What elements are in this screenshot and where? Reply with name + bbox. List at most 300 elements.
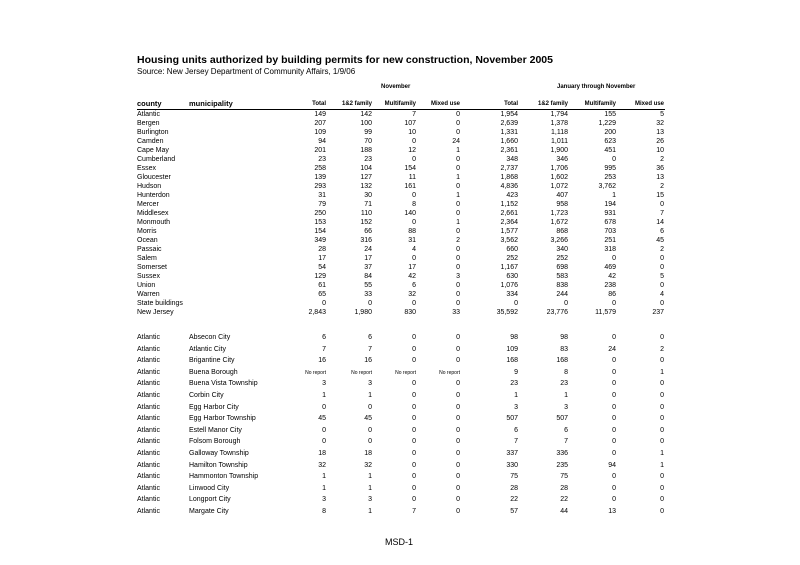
cell-multifamily: 830 [404, 309, 416, 317]
cell-multifamily: 0 [412, 496, 416, 504]
group-header-month: November [381, 84, 411, 90]
cell-county: Sussex [137, 273, 160, 281]
cell-ytd-family12: 244 [556, 291, 568, 299]
cell-ytd-family12: 23,776 [546, 309, 568, 317]
table-row [0, 182, 800, 191]
cell-total: 109 [314, 129, 326, 137]
cell-municipality: Buena Vista Township [189, 380, 258, 388]
cell-family12: 3 [368, 380, 372, 388]
cell-county: Atlantic [137, 380, 160, 388]
cell-ytd-mixed: 0 [660, 201, 664, 209]
cell-county: Middlesex [137, 210, 169, 218]
cell-mixed: 0 [456, 129, 460, 137]
report-title: Housing units authorized by building permits for new construction, November 2005 [137, 54, 553, 66]
cell-total: 31 [318, 192, 326, 200]
cell-mixed: 0 [456, 183, 460, 191]
cell-mixed: 0 [456, 291, 460, 299]
cell-county: Atlantic [137, 473, 160, 481]
cell-county: Cumberland [137, 156, 176, 164]
cell-county: Cape May [137, 147, 169, 155]
cell-ytd-family12: 1,672 [550, 219, 568, 227]
cell-ytd-family12: 1,378 [550, 120, 568, 128]
cell-ytd-family12: 8 [564, 368, 568, 376]
cell-ytd-total: 7 [514, 438, 518, 446]
cell-multifamily: 0 [412, 473, 416, 481]
cell-municipality: Absecon City [189, 334, 231, 341]
table-row [0, 119, 800, 128]
cell-total: 349 [314, 237, 326, 245]
cell-ytd-total: 2,639 [500, 120, 518, 128]
cell-ytd-multifamily: 0 [612, 334, 616, 341]
cell-family12: 0 [368, 300, 372, 308]
cell-ytd-family12: 3,266 [550, 237, 568, 245]
cell-family12: 66 [364, 228, 372, 236]
cell-ytd-total: 22 [510, 496, 518, 504]
cell-total: 65 [318, 291, 326, 299]
cell-ytd-total: 4,836 [500, 183, 518, 191]
cell-total: 79 [318, 201, 326, 209]
cell-total: 139 [314, 174, 326, 182]
cell-county: Atlantic [137, 345, 160, 353]
cell-ytd-mixed: 13 [656, 129, 664, 137]
table-row [0, 146, 800, 155]
cell-family12: 142 [360, 111, 372, 118]
cell-multifamily: 31 [408, 237, 416, 245]
cell-ytd-mixed: 0 [660, 255, 664, 263]
cell-ytd-mixed: 36 [656, 165, 664, 173]
cell-mixed: 0 [456, 264, 460, 272]
cell-ytd-total: 252 [506, 255, 518, 263]
cell-ytd-family12: 1,723 [550, 210, 568, 218]
cell-total: 23 [318, 156, 326, 164]
cell-ytd-mixed: 6 [660, 228, 664, 236]
cell-ytd-multifamily: 200 [604, 129, 616, 137]
cell-ytd-mixed: 45 [656, 237, 664, 245]
cell-family12: 17 [364, 255, 372, 263]
cell-county: Atlantic [137, 403, 160, 411]
cell-multifamily: 32 [408, 291, 416, 299]
cell-county: Warren [137, 291, 160, 299]
cell-family12: 110 [360, 210, 372, 218]
cell-multifamily: 0 [412, 334, 416, 341]
cell-ytd-family12: 22 [560, 496, 568, 504]
cell-county: Atlantic [137, 484, 160, 492]
cell-family12: 1 [368, 484, 372, 492]
cell-ytd-multifamily: 1,229 [598, 120, 616, 128]
cell-municipality: Estell Manor City [189, 426, 242, 434]
cell-ytd-family12: 1,118 [551, 129, 568, 137]
cell-county: Ocean [137, 237, 158, 245]
cell-mixed: 0 [456, 345, 460, 353]
cell-family12: 1 [368, 473, 372, 481]
cell-ytd-multifamily: 0 [612, 438, 616, 446]
cell-ytd-mixed: 10 [656, 147, 664, 155]
column-header-1-2-family: 1&2 family [341, 101, 372, 107]
cell-county: Atlantic [137, 426, 160, 434]
cell-multifamily: 0 [412, 357, 416, 365]
cell-ytd-family12: 583 [556, 273, 568, 281]
cell-ytd-multifamily: 469 [604, 264, 616, 272]
table-row [0, 263, 800, 272]
cell-family12: 3 [368, 496, 372, 504]
cell-multifamily: 0 [412, 345, 416, 353]
cell-ytd-mixed: 237 [652, 309, 664, 317]
cell-ytd-total: 1,954 [500, 111, 518, 118]
cell-municipality: Brigantine City [189, 357, 235, 365]
cell-ytd-multifamily: 0 [612, 357, 616, 365]
cell-municipality: Atlantic City [189, 345, 226, 353]
cell-ytd-mixed: 13 [656, 174, 664, 182]
table-row [0, 209, 800, 218]
cell-ytd-family12: 336 [556, 450, 568, 457]
cell-ytd-multifamily: 0 [612, 473, 616, 481]
cell-ytd-mixed: 2 [660, 156, 664, 164]
cell-municipality: Galloway Township [189, 450, 249, 457]
cell-total: 1 [322, 473, 326, 481]
cell-family12: 1 [368, 508, 372, 515]
cell-ytd-family12: 1,794 [550, 111, 568, 118]
table-row [0, 110, 800, 119]
cell-multifamily: 0 [412, 255, 416, 263]
cell-ytd-total: 3,562 [500, 237, 518, 245]
cell-municipality: Hammonton Township [189, 473, 259, 481]
cell-family12: 0 [368, 426, 372, 434]
cell-multifamily: 0 [412, 484, 416, 492]
cell-ytd-multifamily: 251 [604, 237, 616, 245]
table-row [0, 164, 800, 173]
cell-county: Morris [137, 228, 157, 236]
cell-ytd-total: 35,592 [496, 309, 518, 317]
cell-county: Union [137, 282, 156, 290]
cell-ytd-total: 3 [514, 403, 518, 411]
cell-ytd-multifamily: 0 [612, 496, 616, 504]
cell-ytd-total: 0 [514, 300, 518, 308]
cell-ytd-mixed: 0 [660, 282, 664, 290]
cell-county: Mercer [137, 201, 159, 209]
table-row [0, 128, 800, 137]
table-row [0, 281, 800, 290]
cell-ytd-total: 2,361 [500, 147, 518, 155]
cell-mixed: 3 [456, 273, 460, 281]
cell-multifamily: 11 [408, 174, 416, 182]
cell-ytd-family12: 1 [564, 392, 568, 399]
cell-ytd-mixed: 5 [660, 111, 664, 118]
cell-multifamily: 154 [404, 165, 416, 173]
cell-county: Camden [137, 138, 164, 146]
cell-total: 28 [318, 246, 326, 254]
cell-ytd-total: 507 [506, 415, 518, 423]
cell-ytd-total: 348 [506, 156, 518, 164]
table-row [0, 200, 800, 209]
table-row [0, 505, 800, 519]
cell-ytd-mixed: 26 [656, 138, 664, 146]
cell-total: 3 [322, 496, 326, 504]
cell-ytd-multifamily: 0 [612, 415, 616, 423]
cell-ytd-total: 330 [506, 461, 518, 469]
cell-county: Monmouth [137, 219, 171, 227]
cell-total: 8 [322, 508, 326, 515]
cell-mixed: 1 [456, 219, 460, 227]
cell-ytd-multifamily: 11,579 [595, 309, 616, 317]
cell-ytd-family12: 868 [556, 228, 568, 236]
cell-ytd-multifamily: 194 [604, 201, 616, 209]
cell-ytd-mixed: 2 [660, 345, 664, 353]
cell-total: 2,843 [308, 309, 326, 317]
cell-multifamily: 0 [412, 426, 416, 434]
cell-total: 258 [314, 165, 326, 173]
cell-ytd-family12: 28 [560, 484, 568, 492]
cell-multifamily: 4 [412, 246, 416, 254]
cell-mixed: 0 [456, 392, 460, 399]
cell-family12: 99 [364, 129, 372, 137]
cell-county: Hudson [137, 183, 162, 191]
table-row [0, 173, 800, 182]
cell-mixed: 0 [456, 201, 460, 209]
cell-ytd-family12: 838 [556, 282, 568, 290]
cell-ytd-total: 1,076 [500, 282, 518, 290]
cell-total: 201 [314, 147, 326, 155]
cell-total: 7 [322, 345, 326, 353]
cell-ytd-total: 1,660 [500, 138, 518, 146]
report-source: Source: New Jersey Department of Community Affairs, 1/9/06 [137, 67, 356, 76]
cell-multifamily: 12 [408, 147, 416, 155]
cell-ytd-multifamily: 0 [612, 156, 616, 164]
cell-ytd-mixed: 0 [660, 508, 664, 515]
cell-ytd-mixed: 0 [660, 380, 664, 388]
cell-ytd-total: 423 [506, 192, 518, 200]
table-row [0, 155, 800, 164]
cell-family12: 1 [368, 392, 372, 399]
cell-ytd-mixed: 1 [660, 368, 664, 376]
cell-family12: 0 [368, 438, 372, 446]
cell-ytd-family12: 340 [556, 246, 568, 254]
cell-family12: 127 [360, 174, 372, 182]
table-row [0, 191, 800, 200]
cell-family12: 7 [368, 345, 372, 353]
cell-mixed: 0 [456, 165, 460, 173]
cell-mixed: 24 [452, 138, 460, 146]
cell-county: Atlantic [137, 438, 160, 446]
cell-county: Atlantic [137, 508, 160, 515]
cell-multifamily: 17 [408, 264, 416, 272]
cell-ytd-multifamily: 678 [604, 219, 616, 227]
cell-ytd-family12: 98 [560, 334, 568, 341]
cell-ytd-multifamily: 703 [604, 228, 616, 236]
cell-municipality: Corbin City [189, 392, 224, 399]
cell-ytd-mixed: 1 [660, 461, 664, 469]
cell-mixed: 0 [456, 438, 460, 446]
cell-family12: 84 [364, 273, 372, 281]
cell-multifamily: 8 [412, 201, 416, 209]
cell-ytd-total: 98 [510, 334, 518, 341]
cell-ytd-total: 1,167 [500, 264, 518, 272]
cell-ytd-mixed: 0 [660, 300, 664, 308]
cell-ytd-total: 630 [506, 273, 518, 281]
table-row [0, 308, 800, 317]
cell-ytd-multifamily: 24 [608, 345, 616, 353]
table-row [0, 290, 800, 299]
cell-ytd-mixed: 2 [660, 246, 664, 254]
cell-family12: 71 [364, 201, 372, 209]
cell-ytd-multifamily: 0 [612, 450, 616, 457]
cell-multifamily: 0 [412, 461, 416, 469]
table-row [0, 254, 800, 263]
cell-family12: 152 [360, 219, 372, 227]
cell-ytd-total: 1 [514, 392, 518, 399]
cell-municipality: Egg Harbor Township [189, 415, 256, 423]
cell-ytd-multifamily: 3,762 [598, 183, 616, 191]
cell-total: 1 [322, 484, 326, 492]
cell-county: Passaic [137, 246, 162, 254]
cell-total: 0 [322, 300, 326, 308]
column-header-total: Total [312, 101, 326, 107]
cell-ytd-multifamily: 0 [612, 300, 616, 308]
column-header-mixed-use: Mixed use [430, 101, 460, 107]
cell-mixed: 0 [456, 380, 460, 388]
cell-multifamily: 107 [404, 120, 416, 128]
cell-municipality: Egg Harbor City [189, 403, 239, 411]
cell-county: Atlantic [137, 392, 160, 399]
cell-ytd-multifamily: 931 [604, 210, 616, 218]
cell-county: Atlantic [137, 357, 160, 365]
column-header-ytd-1-2-family: 1&2 family [537, 101, 568, 107]
cell-ytd-multifamily: 0 [612, 380, 616, 388]
cell-ytd-multifamily: 995 [604, 165, 616, 173]
cell-mixed: 0 [456, 210, 460, 218]
cell-ytd-family12: 346 [556, 156, 568, 164]
cell-multifamily: 0 [412, 138, 416, 146]
cell-ytd-family12: 0 [564, 300, 568, 308]
cell-ytd-mixed: 0 [660, 264, 664, 272]
cell-municipality: Longport City [189, 496, 231, 504]
cell-multifamily: 0 [412, 415, 416, 423]
cell-ytd-multifamily: 0 [612, 426, 616, 434]
cell-mixed: 33 [452, 309, 460, 317]
cell-county: Bergen [137, 120, 160, 128]
cell-ytd-family12: 23 [560, 380, 568, 388]
cell-family12: 33 [364, 291, 372, 299]
cell-ytd-total: 57 [510, 508, 518, 515]
cell-ytd-total: 1,152 [500, 201, 518, 209]
cell-county: Atlantic [137, 415, 160, 423]
cell-family12: 30 [364, 192, 372, 200]
cell-ytd-mixed: 5 [660, 273, 664, 281]
cell-total: 293 [314, 183, 326, 191]
cell-family12: 37 [364, 264, 372, 272]
cell-county: State buildings [137, 300, 183, 308]
cell-ytd-mixed: 2 [660, 183, 664, 191]
cell-mixed: 0 [456, 508, 460, 515]
cell-mixed: 1 [456, 147, 460, 155]
cell-municipality: Linwood City [189, 484, 230, 492]
cell-multifamily: 0 [412, 380, 416, 388]
cell-total: 16 [318, 357, 326, 365]
cell-multifamily: 7 [412, 508, 416, 515]
cell-family12: 132 [360, 183, 372, 191]
table-row [0, 137, 800, 146]
cell-ytd-family12: 1,602 [550, 174, 568, 182]
cell-multifamily: 0 [412, 156, 416, 164]
cell-county: Somerset [137, 264, 167, 272]
cell-ytd-family12: 3 [564, 403, 568, 411]
cell-ytd-family12: 698 [556, 264, 568, 272]
cell-county: New Jersey [137, 309, 174, 317]
cell-county: Atlantic [137, 334, 160, 341]
cell-total: 54 [318, 264, 326, 272]
cell-total: 207 [314, 120, 326, 128]
cell-ytd-multifamily: 238 [604, 282, 616, 290]
cell-ytd-mixed: 15 [656, 192, 664, 200]
column-header-multifamily: Multifamily [384, 101, 416, 107]
group-header-ytd: January through November [557, 84, 636, 90]
cell-multifamily: 0 [412, 403, 416, 411]
cell-multifamily: 0 [412, 450, 416, 457]
cell-mixed: 0 [456, 228, 460, 236]
column-header-municipality: municipality [189, 99, 233, 108]
cell-family12: 188 [360, 147, 372, 155]
cell-ytd-multifamily: 13 [608, 508, 616, 515]
cell-total: 94 [318, 138, 326, 146]
cell-total: 0 [322, 438, 326, 446]
cell-mixed: 1 [456, 192, 460, 200]
cell-mixed: 0 [456, 496, 460, 504]
cell-ytd-multifamily: 0 [612, 484, 616, 492]
cell-ytd-family12: 1,706 [550, 165, 568, 173]
cell-ytd-total: 109 [506, 345, 518, 353]
cell-total: 129 [314, 273, 326, 281]
cell-ytd-family12: 83 [560, 345, 568, 353]
cell-municipality: Folsom Borough [189, 438, 241, 446]
cell-total: 6 [322, 334, 326, 341]
cell-mixed: 0 [456, 246, 460, 254]
cell-multifamily: 0 [412, 300, 416, 308]
cell-county: Atlantic [137, 368, 160, 376]
cell-mixed: 0 [456, 426, 460, 434]
cell-ytd-family12: 1,072 [550, 183, 568, 191]
cell-ytd-multifamily: 155 [604, 111, 616, 118]
cell-ytd-multifamily: 42 [608, 273, 616, 281]
cell-ytd-mixed: 1 [660, 450, 664, 457]
cell-multifamily: 161 [404, 183, 416, 191]
cell-ytd-total: 337 [506, 450, 518, 457]
cell-ytd-total: 334 [506, 291, 518, 299]
cell-ytd-mixed: 0 [660, 392, 664, 399]
cell-multifamily: 0 [412, 219, 416, 227]
cell-total: 153 [314, 219, 326, 227]
cell-ytd-mixed: 4 [660, 291, 664, 299]
cell-total: No report [305, 369, 326, 376]
cell-mixed: 0 [456, 300, 460, 308]
cell-family12: 100 [360, 120, 372, 128]
cell-county: Atlantic [137, 496, 160, 504]
column-header-county: county [137, 99, 162, 108]
cell-multifamily: 6 [412, 282, 416, 290]
cell-county: Atlantic [137, 461, 160, 469]
cell-county: Atlantic [137, 111, 160, 118]
cell-multifamily: 140 [404, 210, 416, 218]
cell-county: Atlantic [137, 450, 160, 457]
cell-ytd-total: 2,737 [500, 165, 518, 173]
cell-municipality: Buena Borough [189, 368, 238, 376]
cell-mixed: 0 [456, 334, 460, 341]
cell-ytd-family12: 168 [556, 357, 568, 365]
cell-county: Hunterdon [137, 192, 170, 200]
cell-ytd-total: 23 [510, 380, 518, 388]
column-header-ytd-mixed-use: Mixed use [634, 101, 664, 107]
table-row [0, 299, 800, 308]
cell-ytd-family12: 507 [556, 415, 568, 423]
cell-municipality: Hamilton Township [189, 461, 248, 469]
